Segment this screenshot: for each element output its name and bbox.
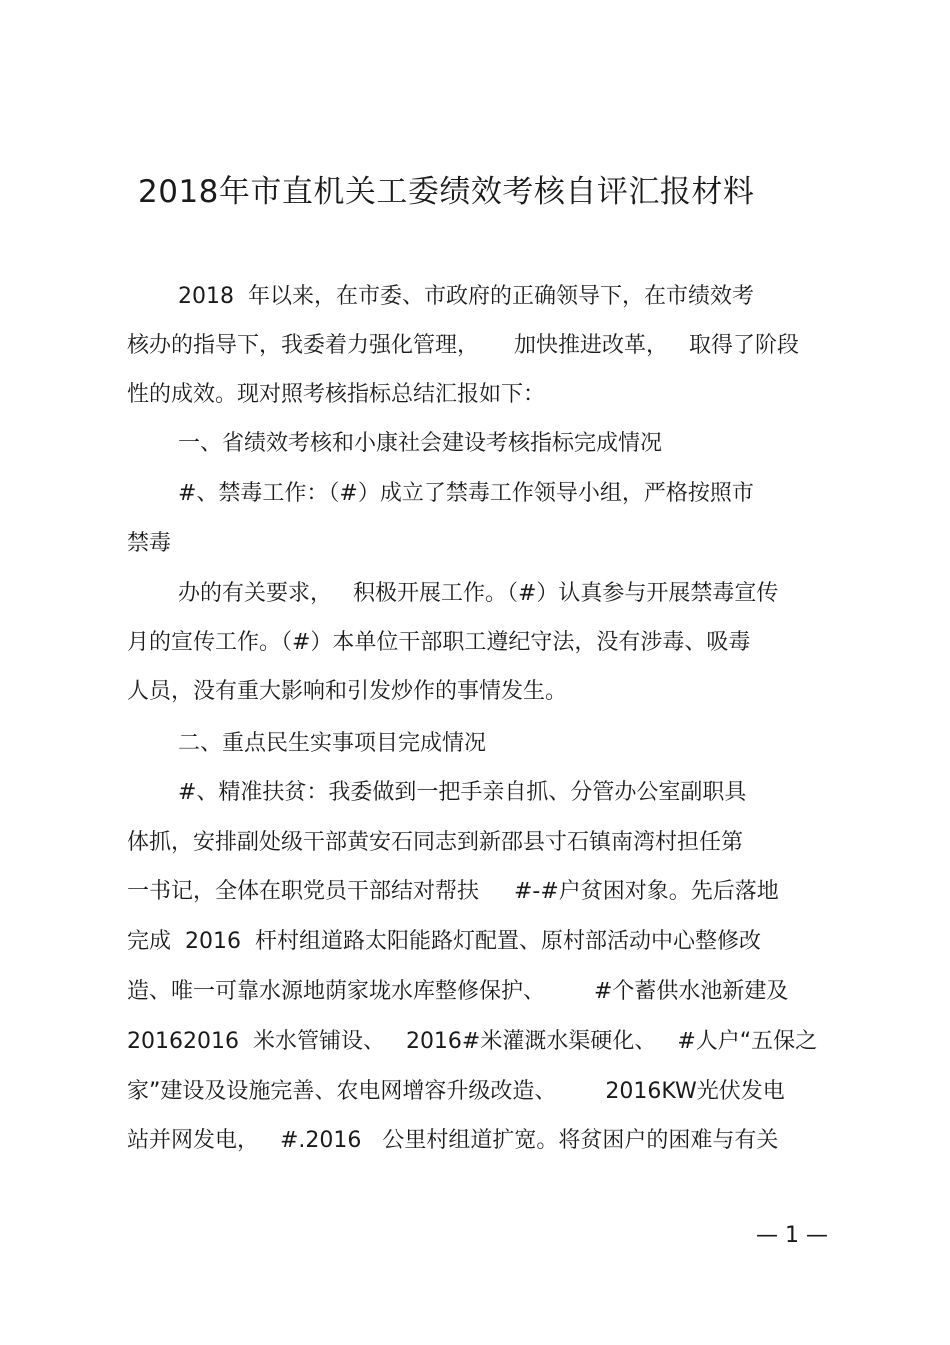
paragraph-line: 完成 2016 杆村组道路太阳能路灯配置、原村部活动中心整修改 — [127, 929, 761, 954]
paragraph-line: 家”建设及设施完善、农电网增容升级改造、 2016KW光伏发电 — [127, 1079, 785, 1104]
paragraph-line: 月的宣传工作。（#）本单位干部职工遵纪守法，没有涉毒、吸毒 — [127, 630, 751, 655]
paragraph-line: 核办的指导下，我委着力强化管理， 加快推进改革， 取得了阶段 — [127, 333, 799, 358]
paragraph-line: #、禁毒工作：（#）成立了禁毒工作领导小组，严格按照市 — [178, 481, 754, 506]
paragraph-line: 性的成效。现对照考核指标总结汇报如下： — [127, 382, 546, 407]
paragraph-line: 20162016 米水管铺设、 2016#米灌溉水渠硬化、 #人户“五保之 — [127, 1029, 818, 1054]
section-heading: 一、省绩效考核和小康社会建设考核指标完成情况 — [178, 431, 663, 456]
paragraph-line: 禁毒 — [127, 531, 172, 556]
paragraph-line: 办的有关要求， 积极开展工作。（#）认真参与开展禁毒宣传 — [178, 581, 779, 606]
paragraph-line: 一书记，全体在职党员干部结对帮扶 #-#户贫困对象。先后落地 — [127, 879, 779, 904]
paragraph-line: 造、唯一可靠水源地荫家垅水库整修保护、 #个蓄供水池新建及 — [127, 979, 789, 1004]
paragraph-line: 2018 年以来，在市委、市政府的正确领导下，在市绩效考 — [178, 284, 754, 309]
paragraph-line: #、精准扶贫：我委做到一把手亲自抓、分管办公室副职具 — [178, 780, 747, 805]
paragraph-line: 人员，没有重大影响和引发炒作的事情发生。 — [127, 679, 568, 704]
paragraph-line: 体抓，安排副处级干部黄安石同志到新邵县寸石镇南湾村担任第 — [127, 830, 744, 855]
page-number: — 1 — — [756, 1223, 828, 1248]
paragraph-line: 站并网发电， #.2016 公里村组道扩宽。将贫困户的困难与有关 — [127, 1128, 779, 1153]
section-heading: 二、重点民生实事项目完成情况 — [178, 731, 487, 756]
document-title: 2018年市直机关工委绩效考核自评汇报材料 — [138, 174, 755, 210]
